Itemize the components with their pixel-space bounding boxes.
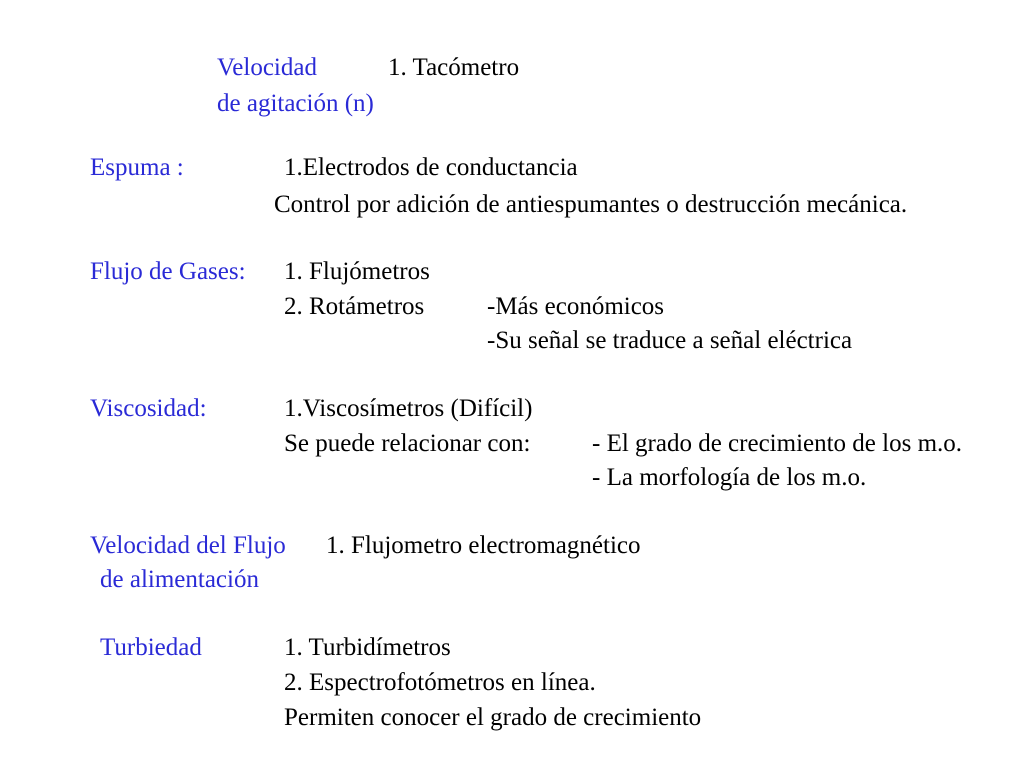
item-espectrofotometros: 2. Espectrofotómetros en línea.: [284, 669, 596, 696]
item-flujometros: 1. Flujómetros: [284, 258, 430, 285]
item-control-antiespumantes: Control por adición de antiespumantes o destrucción mecánica.: [274, 191, 908, 218]
note-mas-economicos: -Más económicos: [487, 293, 665, 320]
term-turbiedad: Turbiedad: [100, 634, 202, 661]
term-flujo-gases: Flujo de Gases:: [90, 258, 246, 285]
term-velocidad-agitacion-line2: de agitación (n): [217, 90, 374, 117]
term-velocidad-flujo-line2: de alimentación: [100, 566, 259, 593]
item-permiten-conocer: Permiten conocer el grado de crecimiento: [284, 704, 702, 731]
note-senal-electrica: -Su señal se traduce a señal eléctrica: [487, 327, 853, 354]
item-flujometro-electromagnetico: 1. Flujometro electromagnético: [326, 532, 641, 559]
item-rotametros: 2. Rotámetros: [284, 293, 425, 320]
term-viscosidad: Viscosidad:: [90, 395, 207, 422]
term-velocidad-flujo-line1: Velocidad del Flujo: [90, 532, 286, 559]
term-velocidad-agitacion-line1: Velocidad: [217, 54, 317, 81]
note-grado-crecimiento: - El grado de crecimiento de los m.o.: [592, 430, 963, 457]
item-tacometro: 1. Tacómetro: [388, 54, 520, 81]
term-espuma: Espuma :: [90, 154, 184, 181]
item-se-puede-relacionar: Se puede relacionar con:: [284, 430, 531, 457]
item-turbidimetros: 1. Turbidímetros: [284, 634, 451, 661]
note-morfologia: - La morfología de los m.o.: [592, 464, 867, 491]
item-viscosimetros: 1.Viscosímetros (Difícil): [284, 395, 533, 422]
item-electrodos: 1.Electrodos de conductancia: [284, 154, 578, 181]
